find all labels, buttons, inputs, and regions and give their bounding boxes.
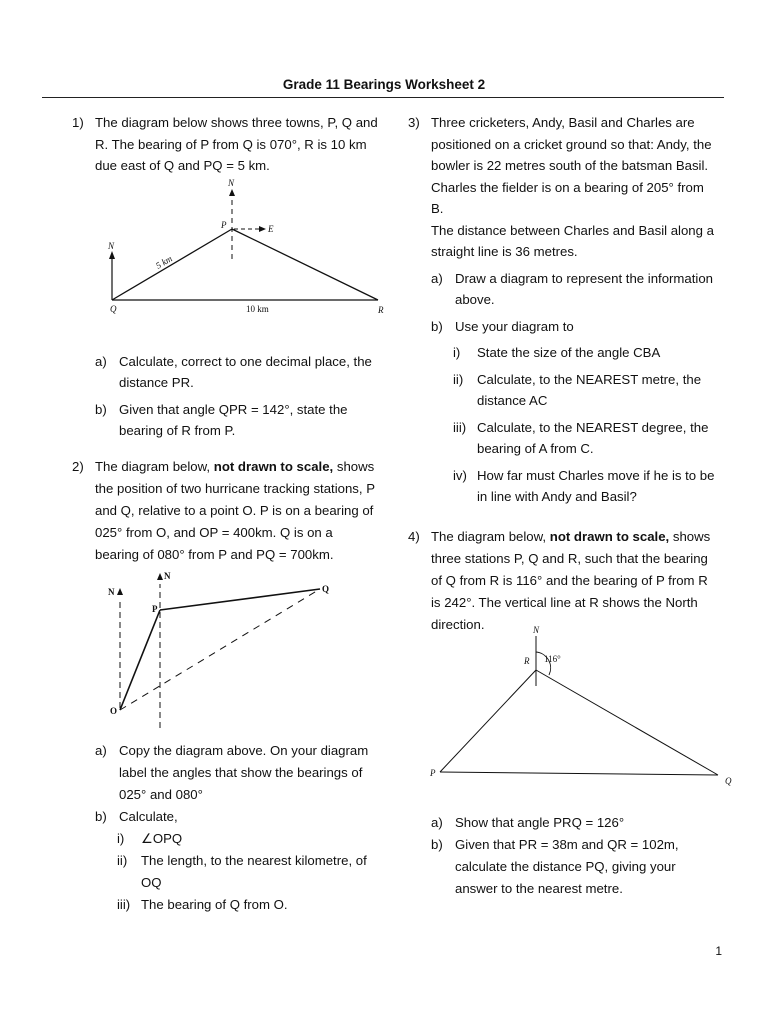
question-2-part-b-ii: ii) The length, to the nearest kilometre, of OQ (117, 852, 367, 890)
north-arrow-q (109, 251, 115, 259)
label-r: R (378, 305, 384, 315)
line-oq (120, 589, 320, 710)
question-3-part-a: a) Draw a diagram to represent the information above. (431, 270, 714, 307)
line-pq (160, 589, 320, 610)
question-3-part-b-ii: ii) Calculate, to the NEAREST metre, the distance AC (453, 371, 702, 408)
title-divider (42, 97, 724, 98)
question-4-stem: The diagram below, not drawn to scale, shows three stations P, Q and R, such that the bearing of Q from R is 116° and the bearing of P from R is 242°. The vertical line at R shows the North direction. (431, 528, 711, 632)
north-arrow-p (157, 573, 163, 580)
question-4-part-a: a) Show that angle PRQ = 126° (431, 814, 625, 830)
label-r: R (524, 656, 530, 666)
diagram-hurricane-stations (100, 568, 350, 728)
label-n-p: N (228, 178, 235, 188)
label-e: E (268, 224, 274, 234)
question-4-number: 4) (408, 528, 420, 544)
question-1-number: 1) (72, 115, 84, 130)
question-3-stem: Three cricketers, Andy, Basil and Charles are positioned on a cricket ground so that: Andy, the bowler is 22 metres south of the batsman Basil. (431, 115, 712, 173)
north-arrow-p (229, 189, 235, 196)
line-rp (440, 670, 536, 772)
line-pq (440, 772, 718, 775)
east-arrow (259, 226, 266, 232)
label-q: Q (322, 584, 330, 594)
question-3-part-b-i: i) State the size of the angle CBA (453, 345, 661, 360)
question-3-part-b-iii: iii) Calculate, to the NEAREST degree, the bearing of A from C. (453, 419, 709, 456)
diagram-stations-pqr (428, 622, 738, 792)
label-p: P (430, 768, 436, 778)
question-2-part-b-i: i) ∠OPQ (117, 830, 183, 846)
label-o: O (110, 706, 118, 716)
label-angle: 116° (544, 654, 561, 664)
question-2-part-b: b) Calculate, (95, 808, 178, 824)
label-pq-length: 5 km (154, 253, 174, 271)
question-2-part-b-iii: iii) The bearing of Q from O. (117, 896, 288, 912)
diagram-towns (100, 175, 390, 320)
label-q: Q (725, 776, 732, 786)
label-n: N (533, 625, 540, 635)
question-2-number: 2) (72, 458, 84, 474)
label-n-p: N (164, 571, 171, 581)
question-3-number: 3) (408, 115, 420, 130)
north-arrow-o (117, 588, 123, 595)
question-2-part-a: a) Copy the diagram above. On your diagram label the angles that show the bearings of 025° and 080° (95, 742, 369, 802)
page-title: Grade 11 Bearings Worksheet 2 (282, 77, 486, 92)
question-1-stem: The diagram below shows three towns, P, Q and R. The bearing of P from Q is 070°, R is 10 km due east of Q and PQ = 5 km. (95, 115, 378, 173)
question-3-stem-2: Charles the fielder is on a bearing of 205° from B. (431, 179, 704, 216)
label-p: P (152, 604, 158, 614)
label-n-q: N (108, 241, 115, 251)
question-3 (396, 112, 716, 508)
label-p: P (221, 220, 227, 230)
label-qr-length: 10 km (246, 304, 269, 314)
page-number: 1 (715, 944, 722, 958)
line-pr (232, 229, 378, 300)
line-op (120, 610, 160, 710)
line-qp (112, 229, 232, 300)
question-1-part-b: b) Given that angle QPR = 142°, state the bearing of R from P. (95, 401, 348, 438)
question-1-part-a: a) Calculate, correct to one decimal place, the distance PR. (95, 353, 372, 390)
label-n-o: N (108, 587, 115, 597)
question-3-stem-3: The distance between Charles and Basil along a straight line is 36 metres. (431, 222, 714, 259)
question-3-part-b: b) Use your diagram to (431, 318, 574, 334)
label-q: Q (110, 304, 117, 314)
question-3-part-b-iv: iv) How far must Charles move if he is to be in line with Andy and Basil? (453, 467, 715, 504)
question-4-part-b: b) Given that PR = 38m and QR = 102m, calculate the distance PQ, giving your answer to the nearest metre. (431, 836, 679, 896)
question-2-stem: The diagram below, not drawn to scale, shows the position of two hurricane tracking stations, P and Q, relative to a point O. P is on a bearing of 025° from O, and OP = 400km. Q is on a bearing of 080° from P and PQ = 700km. (95, 458, 375, 562)
line-rq (536, 670, 718, 775)
